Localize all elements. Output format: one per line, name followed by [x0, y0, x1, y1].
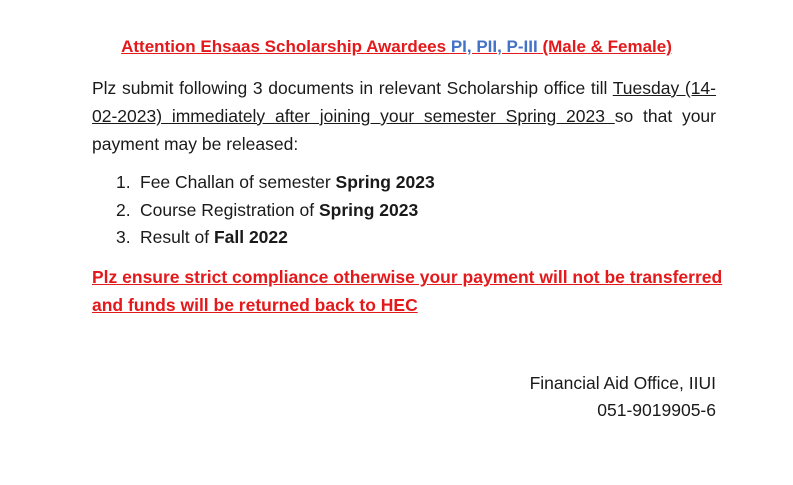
office-phone: 051-9019905-6	[597, 400, 716, 420]
list-item-number: 1.	[116, 172, 131, 192]
list-item-text: Fee Challan of semester	[140, 172, 336, 192]
instruction-paragraph	[92, 74, 716, 158]
list-item-number: 3.	[116, 227, 131, 247]
signature-block	[400, 370, 716, 424]
list-item	[116, 169, 435, 197]
list-item-text: Course Registration of	[140, 199, 319, 220]
paragraph-text-1: Plz submit following 3 documents in relevant Scholarship office till	[92, 78, 613, 98]
list-item-number: 2.	[116, 199, 131, 220]
paragraph-deadline: Tuesday (14-02-2023) immediately after joining your semester Spring 2023	[92, 78, 716, 126]
compliance-warning: Plz ensure strict compliance otherwise your payment will not be transferred and funds will be returned back to HEC	[92, 267, 723, 315]
list-item-bold: Fall 2022	[213, 227, 288, 247]
list-item-bold: Spring 2023	[318, 199, 419, 220]
list-item-bold: Spring 2023	[335, 172, 435, 192]
notice-title	[0, 37, 793, 57]
list-item-text: Result of	[140, 227, 214, 247]
paragraph-text-2: so that your payment may be released:	[92, 106, 716, 154]
documents-list	[116, 169, 435, 252]
title-main: Attention Ehsaas Scholarship Awardees	[121, 37, 451, 56]
list-item	[116, 224, 435, 252]
list-item	[116, 197, 435, 225]
title-gender: (Male & Female)	[537, 37, 672, 56]
title-phases: PI, PII, P-III	[450, 37, 538, 56]
office-name: Financial Aid Office, IIUI	[529, 373, 716, 393]
